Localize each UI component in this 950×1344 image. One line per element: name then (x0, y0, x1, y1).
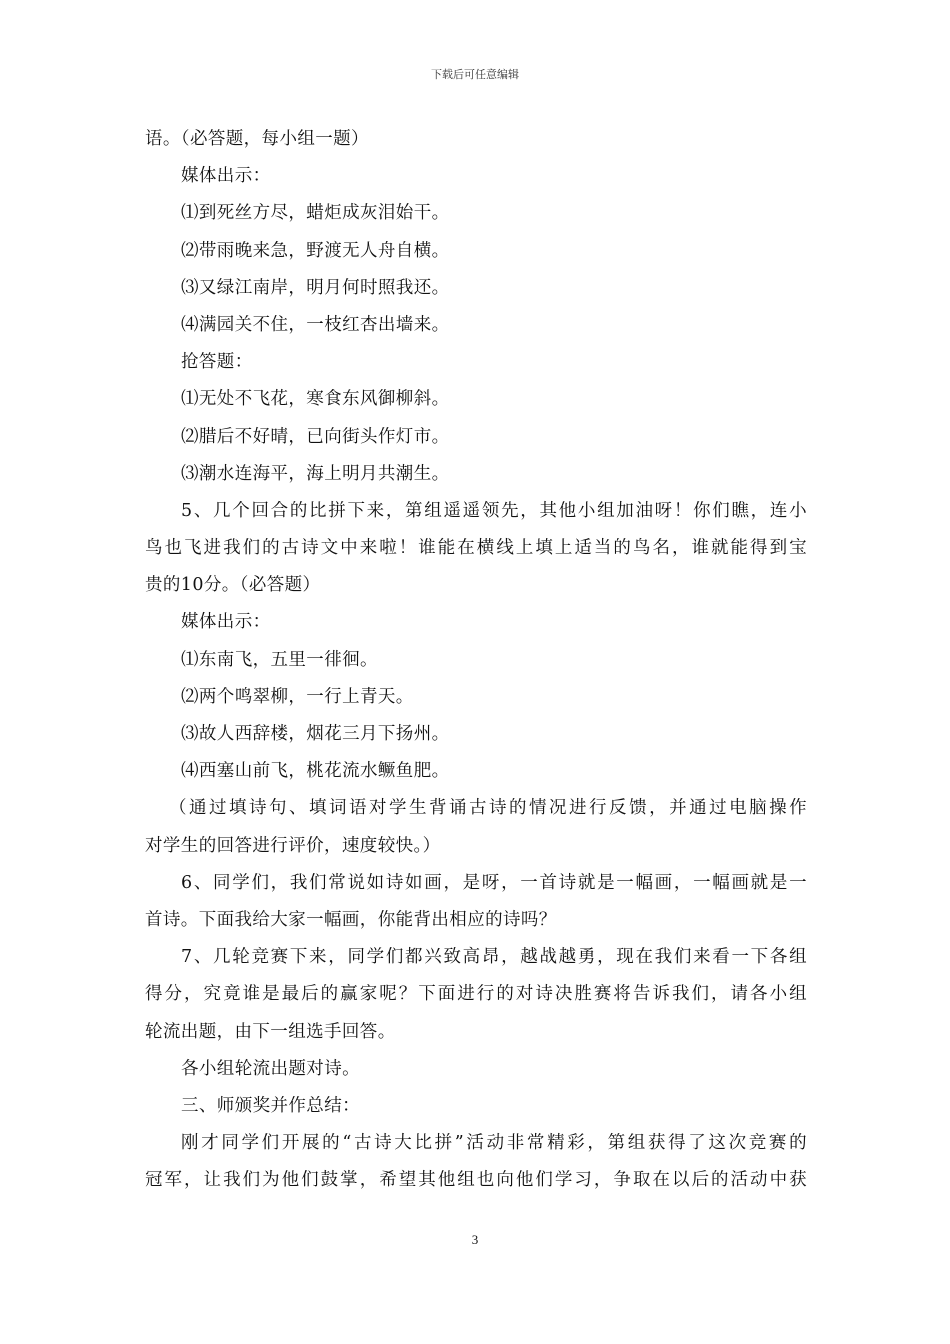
text-line-22: 首诗。下面我给大家一幅画，你能背出相应的诗吗？ (145, 909, 557, 930)
text-line-19: （通过填诗句、填词语对学生背诵古诗的情况进行反馈，并通过电脑操作 (169, 798, 807, 819)
text-line-25: 轮流出题，由下一组选手回答。 (145, 1021, 396, 1042)
text-line-20: 对学生的回答进行评价，速度较快。） (145, 835, 441, 856)
page-header-note: 下载后可任意编辑 (431, 68, 519, 81)
text-line-16: ⑵两个鸣翠柳，一行上青天。 (181, 686, 414, 707)
text-line-10: ⑶潮水连海平，海上明月共潮生。 (181, 463, 450, 484)
text-line-12: 鸟也飞进我们的古诗文中来啦！谁能在横线上填上适当的鸟名，谁就能得到宝 (145, 538, 807, 559)
page-number: 3 (471, 1232, 479, 1247)
text-line-24: 得分，究竟谁是最后的赢家呢？下面进行的对诗决胜赛将告诉我们，请各小组 (145, 984, 807, 1005)
text-line-8: ⑴无处不飞花，寒食东风御柳斜。 (181, 389, 450, 410)
text-line-17: ⑶故人西辞楼，烟花三月下扬州。 (181, 724, 450, 744)
text-line-27: 三、师颁奖并作总结： (181, 1095, 360, 1116)
text-line-11: 5、几个回合的比拼下来，第组遥遥领先，其他小组加油呀！你们瞧，连小 (181, 500, 807, 521)
text-line-6: ⑷满园关不住，一枝红杏出墙来。 (181, 314, 450, 335)
text-line-3: ⑴到死丝方尽，蜡炬成灰泪始干。 (181, 203, 450, 224)
text-line-15: ⑴东南飞，五里一徘徊。 (181, 649, 378, 670)
text-line-5: ⑶又绿江南岸，明月何时照我还。 (181, 277, 450, 298)
text-line-7: 抢答题： (181, 352, 253, 373)
text-line-28: 刚才同学们开展的“古诗大比拼”活动非常精彩，第组获得了这次竞赛的 (181, 1133, 807, 1154)
text-line-21: 6、同学们，我们常说如诗如画，是呀，一首诗就是一幅画，一幅画就是一 (181, 872, 807, 893)
text-line-23: 7、几轮竞赛下来，同学们都兴致高昂，越战越勇，现在我们来看一下各组 (181, 947, 807, 968)
text-line-9: ⑵腊后不好晴，已向街头作灯市。 (181, 426, 450, 447)
text-line-29: 冠军，让我们为他们鼓掌，希望其他组也向他们学习，争取在以后的活动中获 (145, 1170, 807, 1191)
text-line-14: 媒体出示： (181, 612, 271, 633)
text-line-13: 贵的10分。（必答题） (145, 575, 321, 596)
text-line-4: ⑵带雨晚来急，野渡无人舟自横。 (181, 240, 450, 261)
text-line-18: ⑷西塞山前飞，桃花流水鳜鱼肥。 (181, 761, 450, 782)
text-line-2: 媒体出示： (181, 166, 271, 187)
document-body (145, 124, 807, 1202)
text-line-26: 各小组轮流出题对诗。 (181, 1058, 360, 1079)
text-line-1: 语。（必答题，每小组一题） (145, 129, 369, 149)
